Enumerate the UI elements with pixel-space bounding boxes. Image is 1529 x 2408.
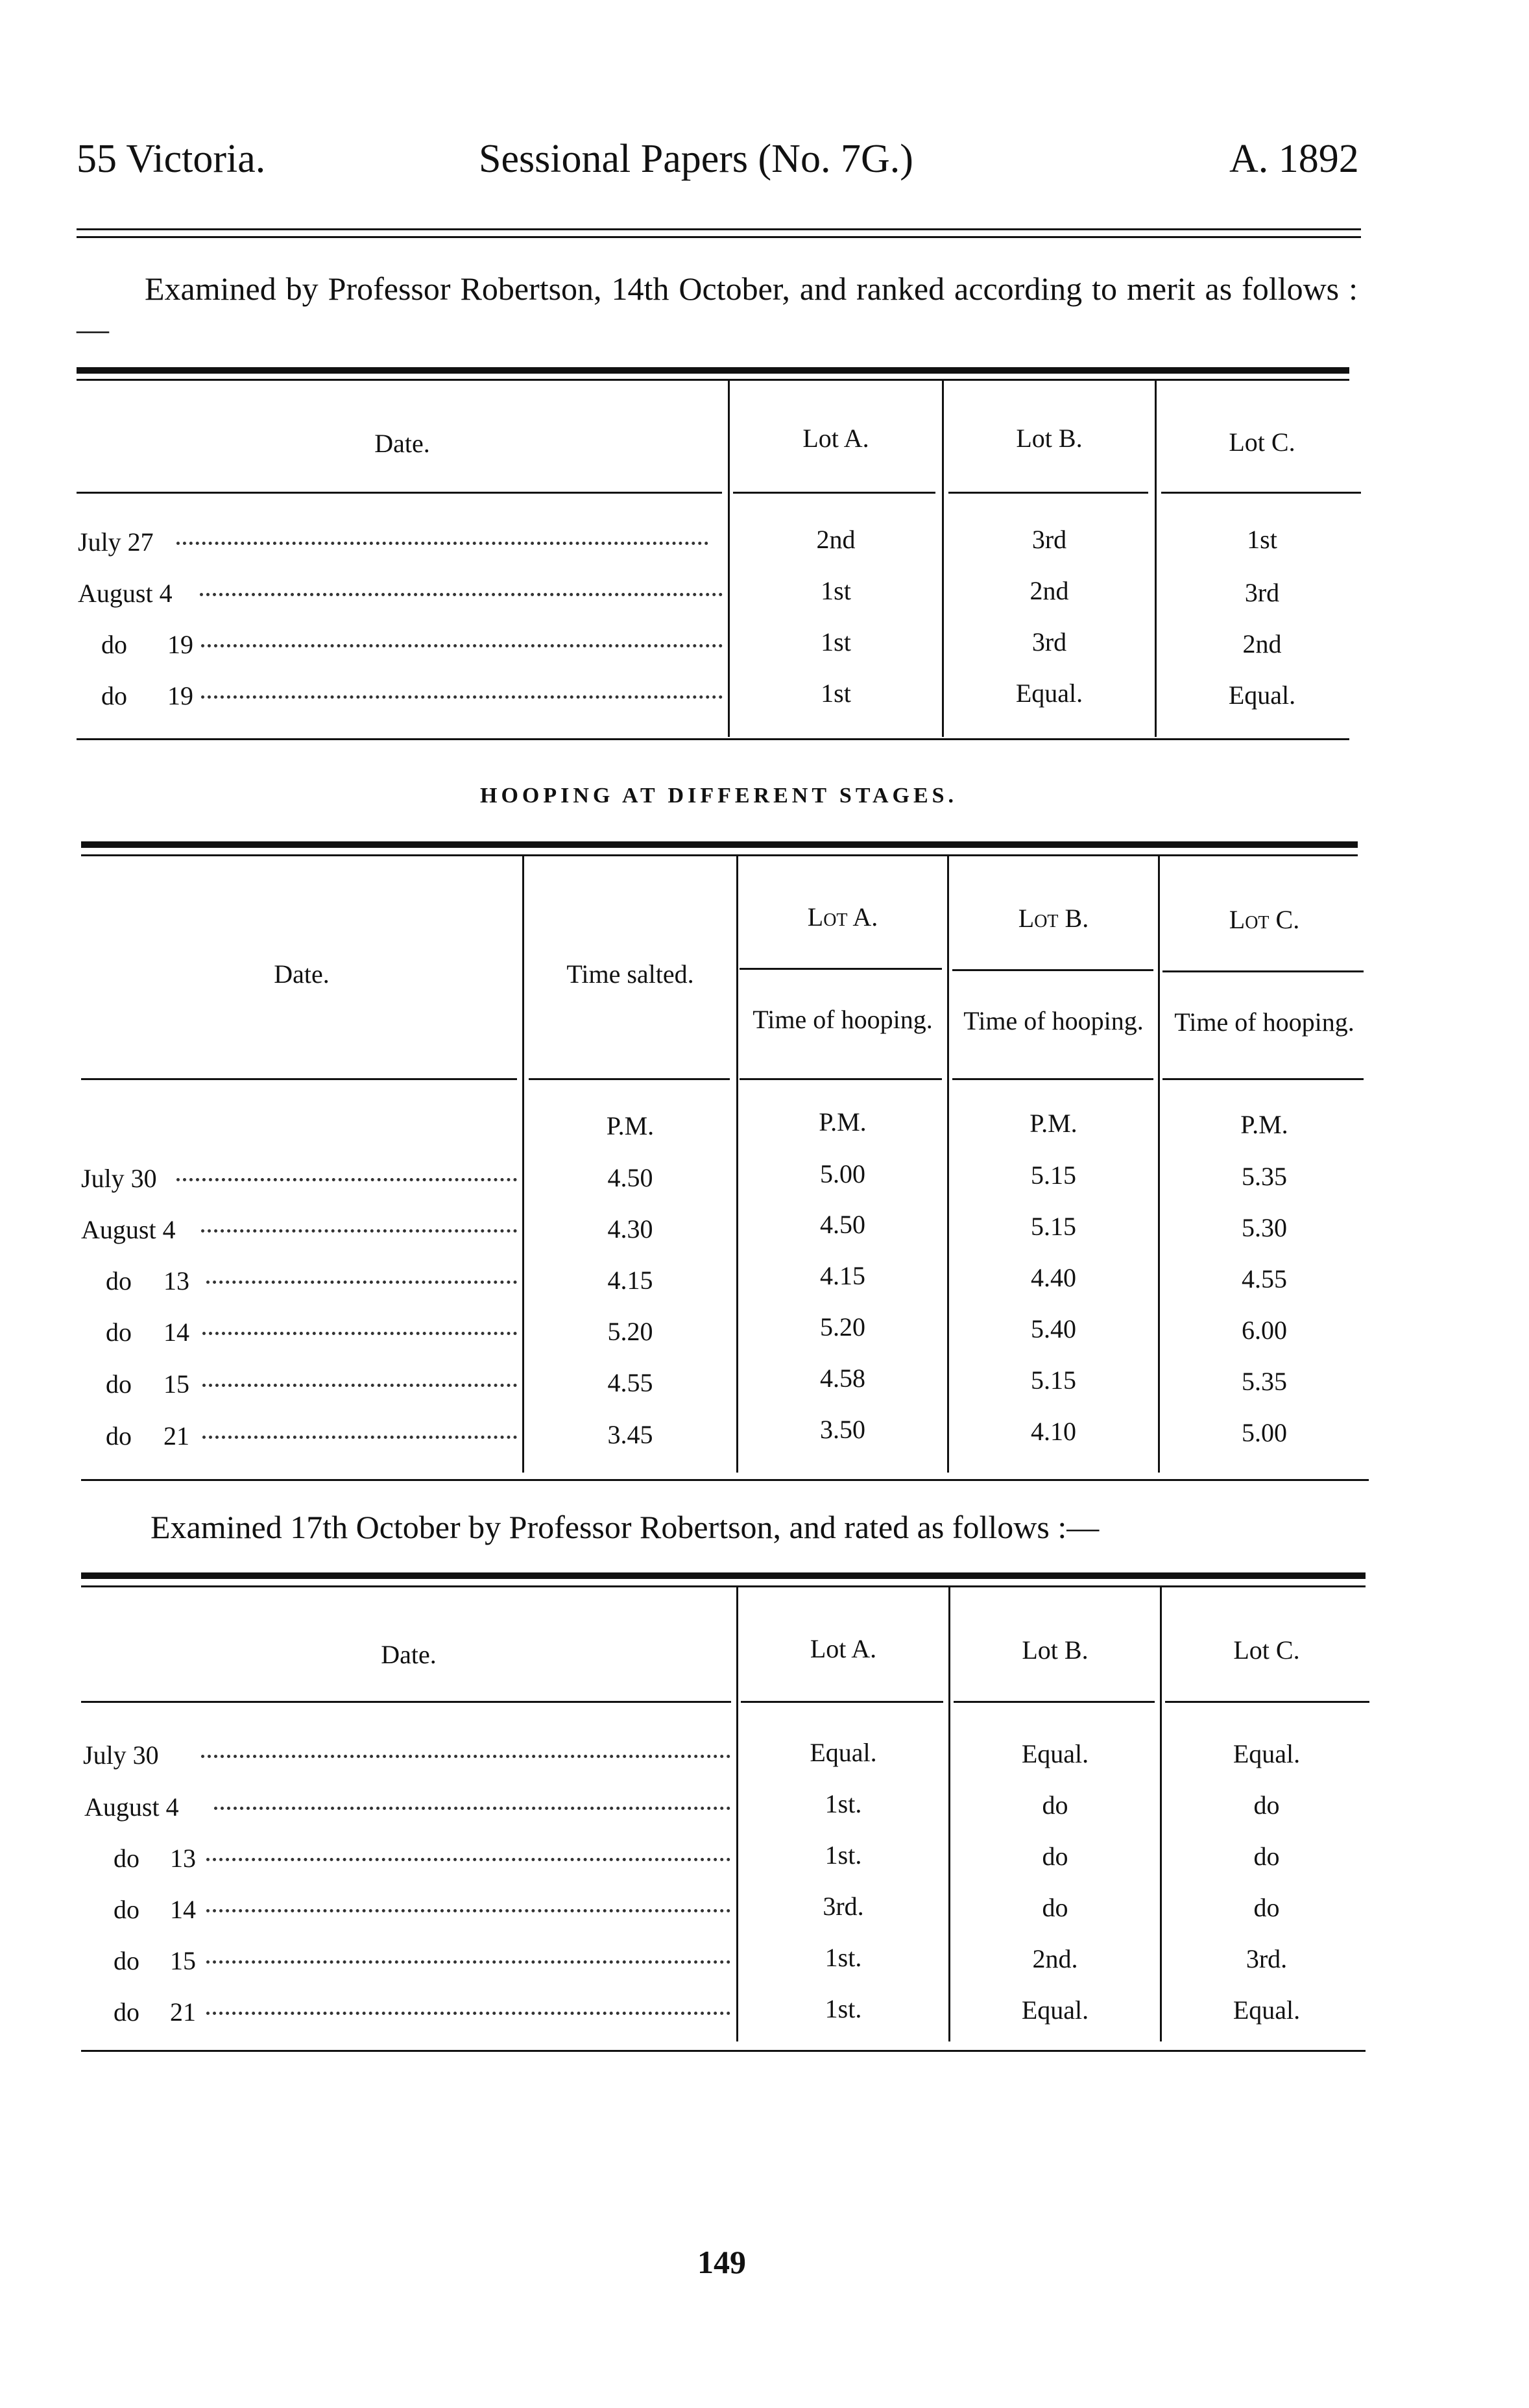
- section3-intro: Examined 17th October by Professor Robertson, and rated as follows :—: [150, 1509, 1100, 1545]
- rating-lot-c: Equal.: [1233, 1739, 1301, 1768]
- col-header-lot-b: Lot B.: [1018, 904, 1089, 933]
- table1-header-rule: [948, 492, 1148, 494]
- rank-lot-c: Equal.: [1228, 680, 1296, 710]
- table2-lot-rule: [740, 968, 942, 970]
- row-date: do: [114, 1844, 139, 1873]
- rank-lot-b: 2nd: [1029, 576, 1069, 605]
- row-day: 19: [167, 681, 193, 710]
- table2-header-rule: [81, 1078, 517, 1080]
- rating-lot-a: 1st.: [825, 1994, 862, 2023]
- subheader-time-of-hooping: Time of hooping.: [963, 1006, 1144, 1035]
- leader-dots: [201, 1229, 517, 1233]
- table2-lot-rule: [1162, 970, 1364, 972]
- row-day: 13: [163, 1266, 189, 1295]
- row-date: do: [106, 1318, 132, 1347]
- rating-lot-c: do: [1253, 1790, 1280, 1820]
- rating-lot-b: do: [1042, 1893, 1068, 1922]
- pm-label: P.M.: [819, 1107, 867, 1137]
- table1-bottom-rule: [77, 738, 1349, 740]
- hoop-lot-c: 6.00: [1242, 1316, 1287, 1345]
- leader-dots: [201, 644, 723, 647]
- table2-top-rule: [81, 841, 1358, 848]
- leader-dots: [206, 1960, 730, 1964]
- rank-lot-b: 3rd: [1031, 525, 1067, 554]
- row-day: 21: [163, 1421, 189, 1451]
- col-header-lot-a: Lot A.: [802, 424, 869, 453]
- rating-lot-b: 2nd.: [1032, 1944, 1078, 1973]
- rating-lot-b: do: [1042, 1790, 1068, 1820]
- rank-lot-b: 3rd: [1031, 627, 1067, 656]
- rank-lot-a: 1st: [821, 679, 851, 708]
- hoop-lot-b: 4.10: [1031, 1417, 1076, 1446]
- row-date: August 4: [84, 1792, 179, 1822]
- leader-dots: [202, 1332, 517, 1335]
- section1-intro: Examined by Professor Robertson, 14th October, and ranked according to merit as follows :—: [77, 271, 1358, 347]
- table3-header-rule: [1165, 1701, 1369, 1703]
- leader-dots: [200, 593, 723, 596]
- row-day: 14: [170, 1895, 196, 1924]
- row-date: July 30: [81, 1164, 157, 1193]
- table3-top-rule-thin: [81, 1585, 1366, 1587]
- rank-lot-b: Equal.: [1015, 679, 1083, 708]
- col-header-lot-c: Lot C.: [1229, 427, 1295, 457]
- row-day: 15: [170, 1946, 196, 1975]
- rating-lot-a: 3rd.: [823, 1892, 864, 1921]
- col-header-lot-a: Lot A.: [810, 1634, 877, 1663]
- rating-lot-c: 3rd.: [1246, 1944, 1288, 1973]
- rating-lot-a: 1st.: [825, 1840, 862, 1870]
- time-salted: 4.30: [607, 1214, 653, 1244]
- row-date: do: [101, 630, 127, 659]
- hoop-lot-c: 5.35: [1242, 1162, 1287, 1191]
- hoop-lot-c: 4.55: [1242, 1264, 1287, 1294]
- page-number: 149: [697, 2244, 746, 2280]
- table3-header-rule: [81, 1701, 731, 1703]
- hoop-lot-c: 5.00: [1242, 1418, 1287, 1447]
- row-date: do: [106, 1369, 132, 1399]
- table1-header-rule: [1161, 492, 1361, 494]
- rating-lot-b: Equal.: [1021, 1739, 1089, 1768]
- rank-lot-c: 1st: [1247, 525, 1277, 554]
- col-header-lot-a: Lot A.: [807, 902, 878, 932]
- subheader-time-of-hooping: Time of hooping.: [1174, 1007, 1354, 1037]
- col-header-time-salted: Time salted.: [566, 959, 694, 989]
- leader-dots: [214, 1807, 730, 1810]
- row-day: 21: [170, 1997, 196, 2027]
- leader-dots: [202, 1384, 517, 1387]
- pm-label: P.M.: [1029, 1109, 1078, 1138]
- rating-lot-a: Equal.: [810, 1738, 877, 1767]
- leader-dots: [176, 542, 708, 545]
- leader-dots: [206, 1858, 730, 1861]
- rating-lot-b: Equal.: [1021, 1995, 1089, 2025]
- hoop-lot-b: 5.15: [1031, 1366, 1076, 1395]
- header-year: A. 1892: [1229, 137, 1359, 181]
- leader-dots: [202, 1436, 517, 1439]
- rank-lot-c: 3rd: [1244, 578, 1280, 607]
- table1-header-rule: [77, 492, 722, 494]
- rank-lot-a: 2nd: [816, 525, 856, 554]
- rank-lot-c: 2nd: [1242, 629, 1282, 658]
- col-header-lot-b: Lot B.: [1022, 1635, 1089, 1665]
- hoop-lot-a: 4.50: [820, 1210, 865, 1239]
- table2-header-rule: [1162, 1078, 1364, 1080]
- section2-title: HOOPING AT DIFFERENT STAGES.: [480, 784, 958, 808]
- row-day: 19: [167, 630, 193, 659]
- hoop-lot-c: 5.35: [1242, 1367, 1287, 1396]
- col-header-date: Date.: [374, 429, 430, 458]
- hoop-lot-b: 4.40: [1031, 1263, 1076, 1292]
- hoop-lot-a: 3.50: [820, 1415, 865, 1444]
- table2-lot-rule: [952, 969, 1153, 971]
- pm-label: P.M.: [606, 1111, 655, 1140]
- row-date: do: [114, 1946, 139, 1975]
- table2-top-rule-thin: [81, 854, 1358, 856]
- hoop-lot-a: 4.58: [820, 1364, 865, 1393]
- table3-header-rule: [954, 1701, 1155, 1703]
- row-date: August 4: [81, 1215, 176, 1244]
- time-salted: 4.50: [607, 1163, 653, 1192]
- subheader-time-of-hooping: Time of hooping.: [752, 1005, 933, 1034]
- table3-header-rule: [741, 1701, 943, 1703]
- leader-dots: [206, 1281, 517, 1284]
- header-session: 55 Victoria.: [77, 137, 266, 181]
- col-header-lot-c: Lot C.: [1233, 1635, 1300, 1665]
- rank-lot-a: 1st: [821, 627, 851, 656]
- leader-dots: [201, 695, 723, 699]
- col-header-lot-b: Lot B.: [1016, 424, 1083, 453]
- leader-dots: [206, 2012, 730, 2015]
- rating-lot-a: 1st.: [825, 1789, 862, 1818]
- header-title: Sessional Papers (No. 7G.): [479, 137, 913, 181]
- row-day: 14: [163, 1318, 189, 1347]
- header-rule-bottom: [77, 236, 1361, 238]
- rating-lot-c: do: [1253, 1893, 1280, 1922]
- row-date: July 27: [78, 527, 154, 557]
- leader-dots: [201, 1755, 730, 1758]
- table2-header-rule: [740, 1078, 942, 1080]
- rank-lot-a: 1st: [821, 576, 851, 605]
- row-date: do: [106, 1266, 132, 1295]
- table2-header-rule: [529, 1078, 730, 1080]
- leader-dots: [206, 1909, 730, 1912]
- row-date: August 4: [78, 579, 173, 608]
- time-salted: 4.55: [607, 1368, 653, 1397]
- hoop-lot-b: 5.40: [1031, 1314, 1076, 1343]
- leader-dots: [176, 1178, 517, 1181]
- row-day: 13: [170, 1844, 196, 1873]
- pm-label: P.M.: [1240, 1110, 1288, 1139]
- row-date: do: [114, 1895, 139, 1924]
- row-date: do: [106, 1421, 132, 1451]
- row-date: do: [114, 1997, 139, 2027]
- hoop-lot-b: 5.15: [1031, 1161, 1076, 1190]
- hoop-lot-b: 5.15: [1031, 1212, 1076, 1241]
- rating-lot-a: 1st.: [825, 1943, 862, 1972]
- hoop-lot-c: 5.30: [1242, 1213, 1287, 1242]
- header-rule-top: [77, 228, 1361, 230]
- rating-lot-b: do: [1042, 1842, 1068, 1871]
- time-salted: 5.20: [607, 1317, 653, 1346]
- table3-bottom-rule: [81, 2050, 1366, 2052]
- table2-header-rule: [952, 1078, 1153, 1080]
- hoop-lot-a: 5.00: [820, 1159, 865, 1188]
- hoop-lot-a: 4.15: [820, 1261, 865, 1290]
- table1-top-rule: [77, 367, 1349, 374]
- row-date: July 30: [83, 1740, 159, 1770]
- col-header-date: Date.: [381, 1640, 437, 1669]
- table1-top-rule-thin: [77, 379, 1349, 381]
- row-day: 15: [163, 1369, 189, 1399]
- time-salted: 4.15: [607, 1266, 653, 1295]
- table3-top-rule: [81, 1572, 1366, 1579]
- col-header-date: Date.: [274, 959, 330, 989]
- table2-bottom-rule: [81, 1479, 1369, 1481]
- rating-lot-c: Equal.: [1233, 1995, 1301, 2025]
- time-salted: 3.45: [607, 1420, 653, 1449]
- hoop-lot-a: 5.20: [820, 1312, 865, 1342]
- rating-lot-c: do: [1253, 1842, 1280, 1871]
- row-date: do: [101, 681, 127, 710]
- col-header-lot-c: Lot C.: [1229, 905, 1300, 934]
- table1-header-rule: [733, 492, 935, 494]
